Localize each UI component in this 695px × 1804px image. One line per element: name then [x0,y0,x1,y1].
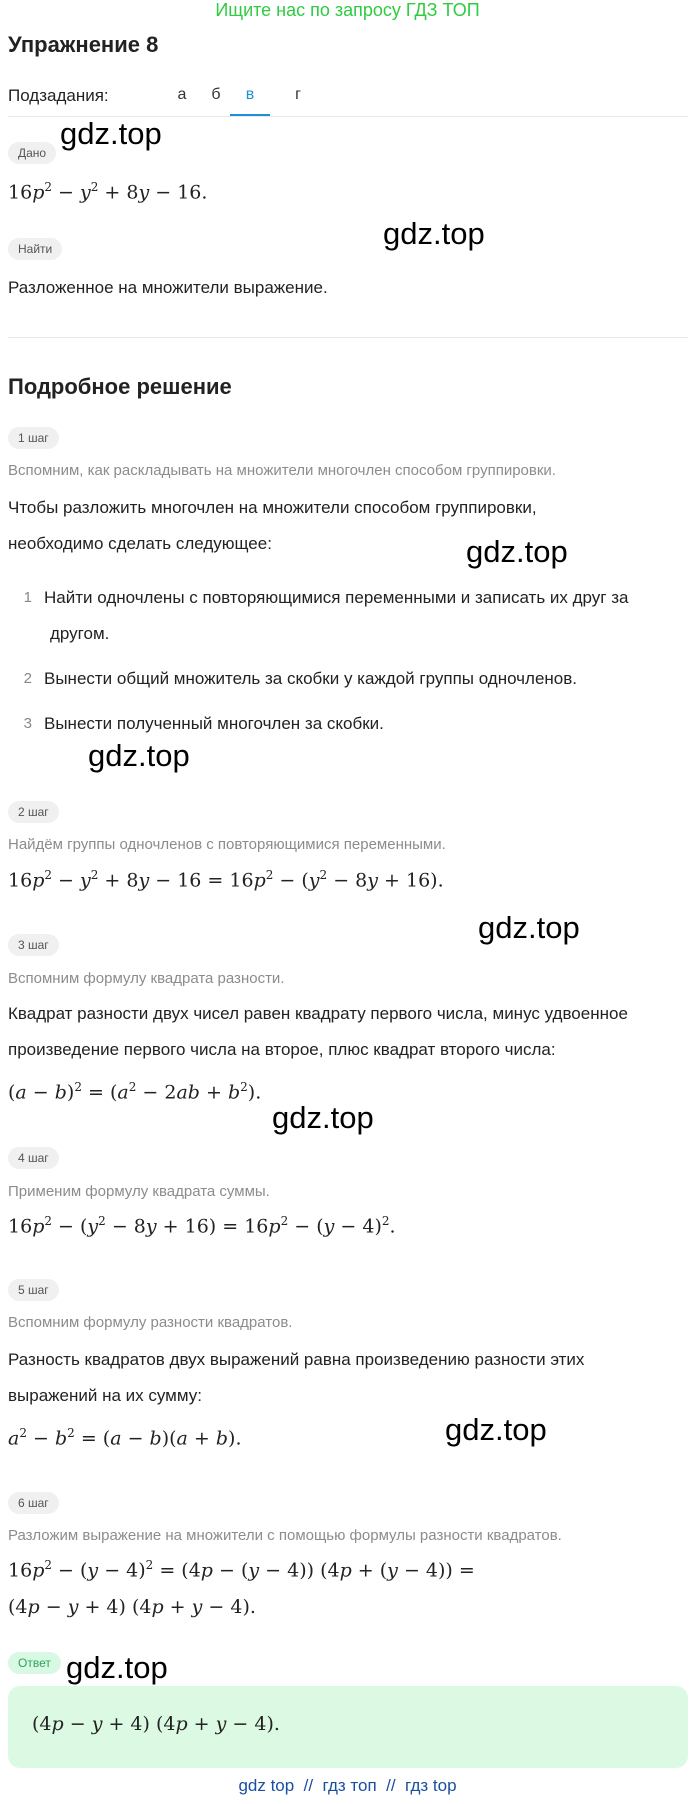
given-expression: $16p^2 - y^2 + 8y - 16$. [8,180,208,204]
tab-v[interactable]: в [245,86,255,103]
step-formula: $16p^2 - (y^2 - 8y + 16) = 16p^2 - (y - 4)^2$. [8,1214,396,1238]
tab-b[interactable]: б [211,86,221,103]
step-chip: 5 шаг [8,1279,59,1301]
watermark: gdz.top [383,216,485,251]
step-hint: Вспомним, как раскладывать на множители многочлен способом группировки. [8,462,556,479]
list-item-text: Найти одночлены с повторяющимися переменными и записать их друг за [44,588,629,607]
tab-a[interactable]: а [177,86,187,103]
subtasks-label: Подзадания: [8,86,109,105]
step-text: Чтобы разложить многочлен на множители способом группировки, [8,498,537,517]
watermark: gdz.top [66,1650,168,1685]
tab-g[interactable]: г [295,86,301,103]
list-number: 3 [23,715,32,732]
step-chip: 3 шаг [8,934,59,956]
step-chip: 4 шаг [8,1147,59,1169]
step-formula: $a^2 - b^2 = (a - b)(a + b)$. [8,1426,242,1450]
answer-chip: Ответ [8,1652,61,1674]
list-item-text: другом. [50,624,110,643]
step-text: необходимо сделать следующее: [8,534,272,553]
step-text: Разность квадратов двух выражений равна произведению разности этих [8,1350,585,1369]
step-hint: Применим формулу квадрата суммы. [8,1183,270,1200]
watermark: gdz.top [60,116,162,151]
list-number: 2 [23,670,32,687]
find-chip: Найти [8,238,62,260]
solution-title: Подробное решение [8,374,232,399]
step-formula: $(a - b)^2 = (a^2 - 2ab + b^2)$. [8,1080,262,1104]
watermark: gdz.top [272,1100,374,1135]
find-text: Разложенное на множители выражение. [8,278,328,297]
answer-expression: (4p − y + 4) (4p + y − 4). [32,1713,280,1735]
step-chip: 6 шаг [8,1492,59,1514]
footer-links[interactable]: gdz top // гдз топ // гдз top [238,1776,457,1795]
step-formula: (4p − y + 4) (4p + y − 4). [8,1596,256,1618]
step-text: произведение первого числа на второе, плюс квадрат второго числа: [8,1040,556,1059]
watermark: gdz.top [445,1412,547,1447]
step-text: Квадрат разности двух чисел равен квадрату первого числа, минус удвоенное [8,1004,628,1023]
step-hint: Вспомним формулу разности квадратов. [8,1314,293,1331]
step-hint: Вспомним формулу квадрата разности. [8,970,285,987]
search-banner: Ищите нас по запросу ГДЗ ТОП [215,0,480,20]
page-title: Упражнение 8 [8,32,159,57]
given-chip: Дано [8,142,56,164]
divider [8,337,688,338]
step-hint: Найдём группы одночленов с повторяющимися переменными. [8,836,446,853]
step-formula: $16p^2 - (y - 4)^2 = (4p - (y - 4)) (4p + (y - 4))$ = [8,1558,475,1582]
step-text: выражений на их сумму: [8,1386,202,1405]
list-item-text: Вынести полученный многочлен за скобки. [44,714,384,733]
step-chip: 2 шаг [8,801,59,823]
step-formula: $16p^2 - y^2 + 8y - 16 = 16p^2 - (y^2 - 8y + 16)$. [8,868,444,892]
watermark: gdz.top [466,534,568,569]
list-item-text: Вынести общий множитель за скобки у каждой группы одночленов. [44,669,578,688]
watermark: gdz.top [88,738,190,773]
step-chip: 1 шаг [8,427,59,449]
step-hint: Разложим выражение на множители с помощью формулы разности квадратов. [8,1527,562,1544]
list-number: 1 [23,589,32,606]
watermark: gdz.top [478,910,580,945]
